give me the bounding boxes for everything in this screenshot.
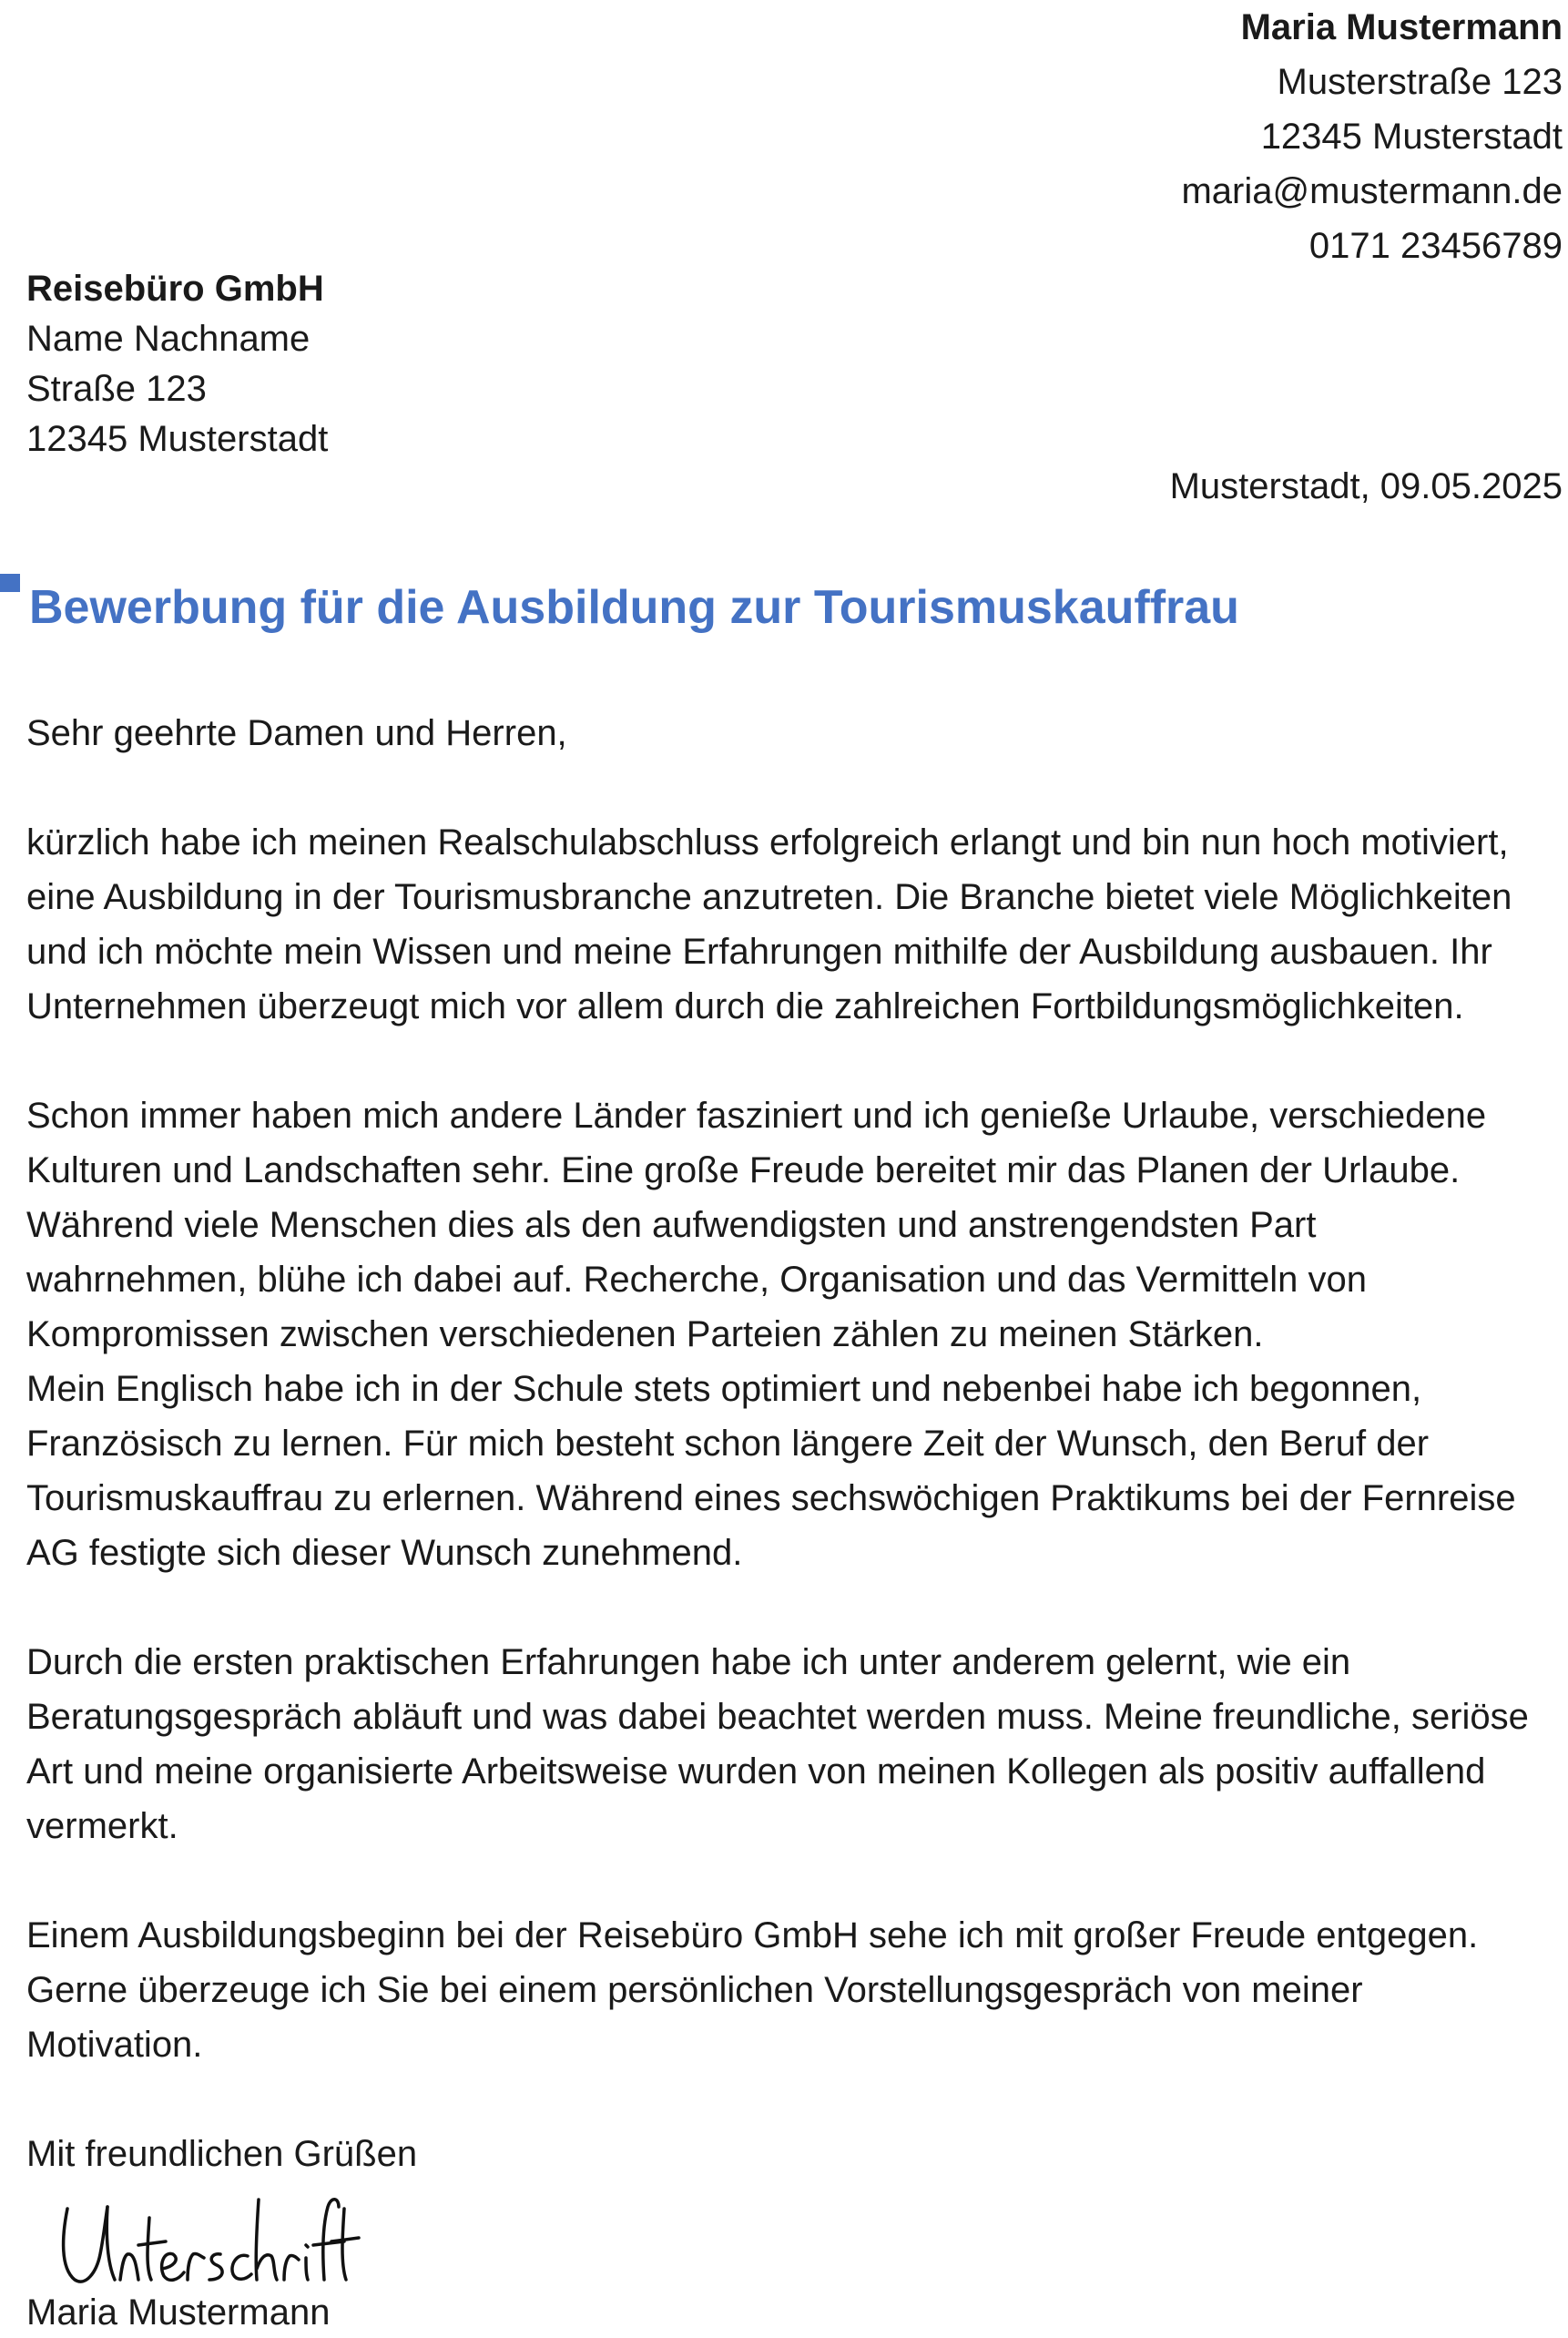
- paragraph-2: Schon immer haben mich andere Länder fasziniert und ich genieße Urlaube, verschiedene Kulturen und Landschaften sehr. Eine große Freude bereitet mir das Planen der Urlaube. Während viele Menschen dies als den aufwendigsten und anstrengendsten Part wahrnehmen, blühe ich dabei auf. Recherche, Organisation und das Vermitteln von Kompromissen zwischen verschiedenen Parteien zählen zu meinen Stärken.: [26, 1096, 1487, 1354]
- paragraph-1: kürzlich habe ich meinen Realschulabschluss erfolgreich erlangt und bin nun hoch motiviert, eine Ausbildung in der Tourismusbranche anzutreten. Die Branche bietet viele Möglichkeiten und ich möchte mein Wissen und meine Erfahrungen mithilfe der Ausbildung ausbauen. Ihr Unternehmen überzeugt mich vor allem durch die zahlreichen Fortbildungsmöglichkeiten.: [26, 822, 1512, 1026]
- sender-block: [1181, 0, 1563, 273]
- handwritten-signature: [55, 2181, 364, 2300]
- paragraph-3: Mein Englisch habe ich in der Schule stets optimiert und nebenbei habe ich begonnen, Französisch zu lernen. Für mich besteht schon längere Zeit der Wunsch, den Beruf der Tourismuskauffrau zu erlernen. Während eines sechswöchigen Praktikums bei der Fernreise AG festigte sich dieser Wunsch zunehmend.: [26, 1369, 1516, 1573]
- sender-street: Musterstraße 123: [1277, 62, 1563, 102]
- subject-marker: [0, 574, 20, 592]
- letter-body: [26, 706, 1565, 2181]
- salutation: Sehr geehrte Damen und Herren,: [26, 713, 567, 753]
- recipient-block: [26, 264, 328, 465]
- sender-email: maria@mustermann.de: [1181, 171, 1563, 211]
- recipient-company: Reisebüro GmbH: [26, 269, 324, 309]
- sender-name: Maria Mustermann: [1240, 7, 1563, 47]
- paragraph-5: Einem Ausbildungsbeginn bei der Reisebüro GmbH sehe ich mit großer Freude entgegen. Gerne überzeuge ich Sie bei einem persönlichen Vorstellungsgespräch von meiner Motivation.: [26, 1915, 1479, 2065]
- closing: Mit freundlichen Grüßen: [26, 2134, 418, 2174]
- recipient-street: Straße 123: [26, 369, 207, 409]
- signer-name: Maria Mustermann: [26, 2292, 331, 2333]
- sender-phone: 0171 23456789: [1308, 226, 1563, 266]
- sender-city: 12345 Musterstadt: [1260, 117, 1563, 157]
- date-line: Musterstadt, 09.05.2025: [1169, 466, 1563, 506]
- recipient-city: 12345 Musterstadt: [26, 419, 329, 459]
- recipient-contact: Name Nachname: [26, 319, 311, 359]
- subject-heading: Bewerbung für die Ausbildung zur Tourismuskauffrau: [29, 581, 1239, 634]
- paragraph-4: Durch die ersten praktischen Erfahrungen habe ich unter anderem gelernt, wie ein Beratungsgespräch abläuft und was dabei beachtet werden muss. Meine freundliche, seriöse Art und meine organisierte Arbeitsweise wurden von meinen Kollegen als positiv auffallend vermerkt.: [26, 1642, 1529, 1846]
